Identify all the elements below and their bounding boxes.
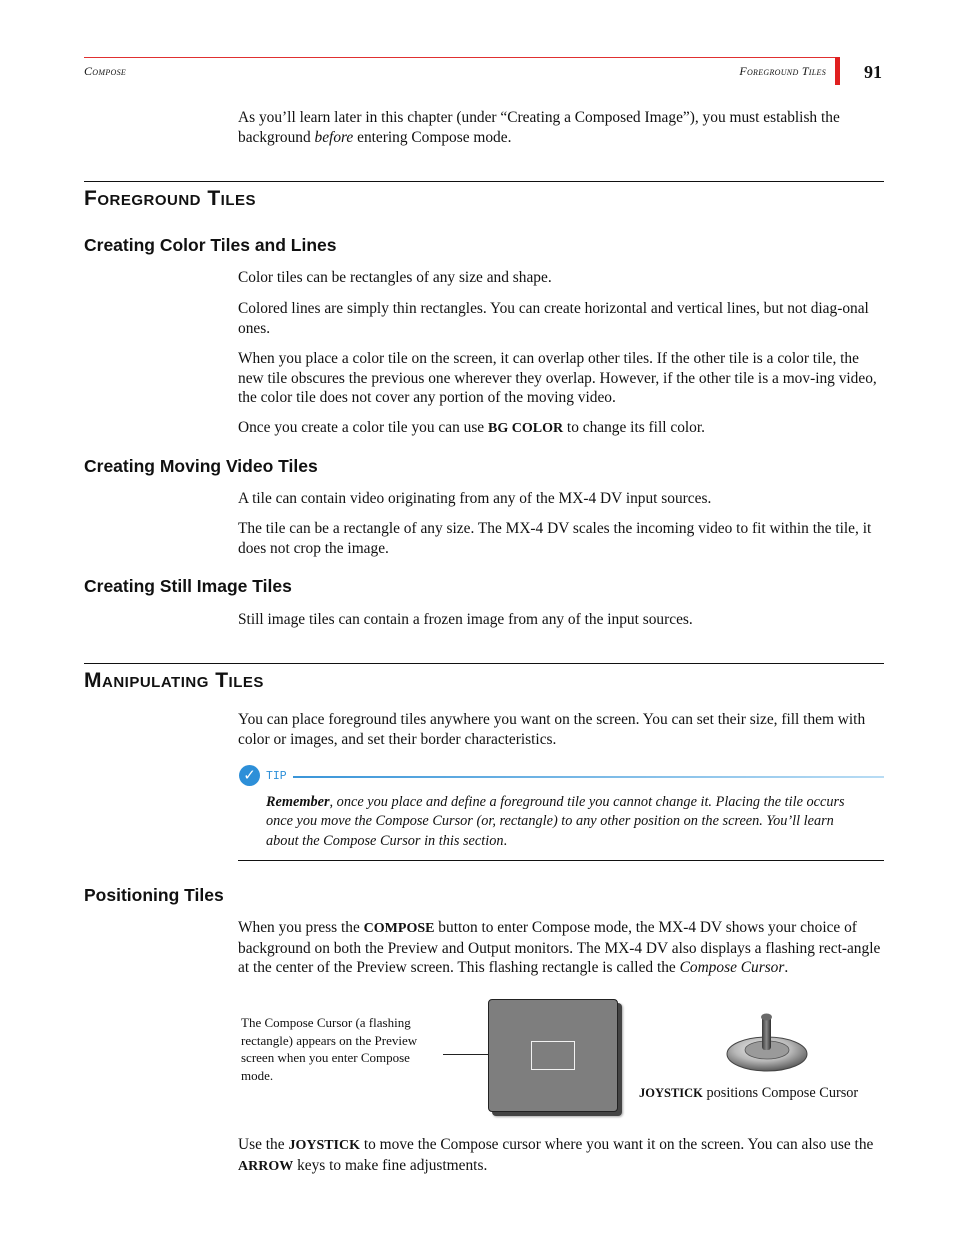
positioning-paragraph-2: Use the JOYSTICK to move the Compose cursor where you want it on the screen. You can also use the ARROW keys to make fine adjustments.: [238, 1136, 874, 1174]
video-tiles-paragraph-2: The tile can be a rectangle of any size. The MX-4 DV scales the incoming video to fit within the tile, it does not crop the image.: [238, 520, 872, 557]
joystick-key: JOYSTICK: [639, 1086, 703, 1100]
joystick-key-ref: JOYSTICK: [288, 1138, 361, 1153]
color-tiles-paragraph-3: When you place a color tile on the screen, it can overlap other tiles. If the other tile is a color tile, the new tile obscures the previous one wherever they overlap. However, if the other tile is a mov-ing video, the color tile does not cover any portion of the moving video.: [238, 350, 877, 406]
video-tiles-paragraph-1: A tile can contain video originating from any of the MX-4 DV input sources.: [238, 490, 712, 507]
positioning-paragraph-1: When you press the COMPOSE button to enter Compose mode, the MX-4 DV shows your choice of background on both the Preview and Output monitors. The MX-4 DV also displays a flashing rect-angle at the center of the Preview screen. This flashing rectangle is called the Compose Cursor.: [238, 919, 881, 976]
tip-bottom-rule: [238, 860, 884, 861]
still-tiles-paragraph-1: Still image tiles can contain a frozen image from any of the input sources.: [238, 611, 693, 628]
manipulating-paragraph: You can place foreground tiles anywhere you want on the screen. You can set their size, fill them with color or images, and set their border characteristics.: [238, 711, 866, 748]
color-tiles-paragraph-4: Once you create a color tile you can use BG COLOR to change its fill color.: [238, 419, 705, 436]
section-rule: [84, 663, 884, 664]
subsection-heading-color-tiles: Creating Color Tiles and Lines: [84, 235, 337, 255]
subsection-heading-video-tiles: Creating Moving Video Tiles: [84, 456, 318, 476]
header-accent-bar: [835, 57, 840, 85]
arrow-key-ref: ARROW: [238, 1158, 294, 1174]
section-heading-foreground-tiles: Foreground Tiles: [84, 187, 256, 210]
intro-paragraph: As you’ll learn later in this chapter (under “Creating a Composed Image”), you must establish the background before entering Compose mode.: [238, 109, 840, 146]
tip-label: TIP: [266, 770, 287, 783]
bg-color-key: BG COLOR: [488, 421, 564, 436]
joystick-caption: JOYSTICK positions Compose Cursor: [639, 1085, 859, 1101]
header-rule: [84, 57, 838, 58]
section-heading-manipulating-tiles: Manipulating Tiles: [84, 669, 264, 692]
compose-cursor-rectangle: [531, 1041, 575, 1070]
tip-checkmark-icon: ✓: [239, 765, 260, 786]
tip-rule: [293, 776, 884, 778]
page-number: 91: [864, 62, 882, 82]
joystick-icon: [725, 1010, 809, 1074]
color-tiles-paragraph-2: Colored lines are simply thin rectangles. You can create horizontal and vertical lines, but not diag-onal ones.: [238, 300, 869, 337]
section-rule: [84, 181, 884, 182]
header-chapter: Compose: [84, 64, 127, 78]
figure-caption: The Compose Cursor (a flashing rectangle) appears on the Preview screen when you enter Compose mode.: [241, 1015, 418, 1083]
color-tiles-paragraph-1: Color tiles can be rectangles of any size and shape.: [238, 269, 552, 286]
header-section: Foreground Tiles: [739, 64, 826, 78]
compose-key: COMPOSE: [363, 921, 435, 936]
subsection-heading-still-tiles: Creating Still Image Tiles: [84, 576, 292, 596]
tip-text: Remember, once you place and define a foreground tile you cannot change it. Placing the tile occurs once you move the Compose Cursor (or, rectangle) to any other position on the screen. You’ll learn about the Compose Cursor in this section.: [266, 794, 845, 849]
subsection-heading-positioning: Positioning Tiles: [84, 885, 224, 905]
